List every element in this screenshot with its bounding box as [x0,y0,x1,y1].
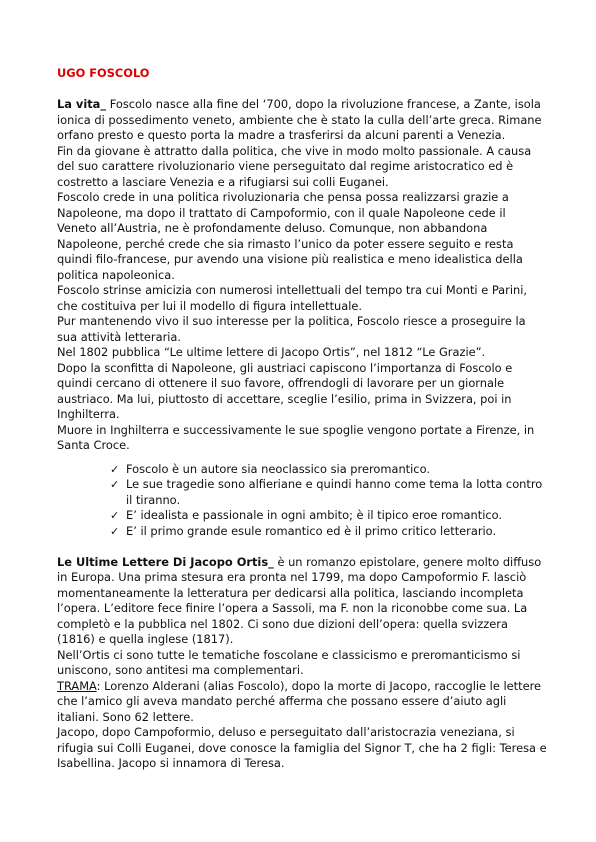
trama-paragraph [57,679,547,726]
vita-paragraph-8: Muore in Inghilterra e successivamente le sue spoglie vengono portate a Firenze, in Santa Croce. [57,422,535,452]
vita-paragraph-1 [57,97,547,144]
checklist-item: ✓ E’ il primo grande esule romantico ed è il primo critico letterario. [110,523,497,538]
ortis-heading: Le Ultime Lettere Di Jacopo Ortis_ [57,554,274,569]
vita-text-1: Foscolo nasce alla fine del ‘700, dopo la rivoluzione francese, a Zante, isola ionica di possedimento veneto, ambiente che è stato la culla dell’arte greca. Rimane orfano presto e questo porta la madre a trasferirsi da alcuni parenti a Venezia. [57,97,542,142]
vita-paragraph-6: Nel 1802 pubblica “Le ultime lettere di Jacopo Ortis”, nel 1812 “Le Grazie”. [57,345,486,359]
trama-label: TRAMA [57,678,97,693]
trama-text: : Lorenzo Alderani (alias Foscolo), dopo la morte di Jacopo, raccoglie le lettere che l’amico gli aveva mandato perché afferma che possano essere d’aiuto agli italiani. Sono 62 lettere. [57,678,542,724]
checklist-item: ✓ E’ idealista e passionale in ogni ambito; è il tipico eroe romantico. [110,508,503,522]
checklist-item: ✓ Foscolo è un autore sia neoclassico sia preromantico. [110,461,430,476]
checkmark-icon: ✓ [110,462,120,476]
vita-paragraph-7: Dopo la sconfitta di Napoleone, gli austriaci capiscono l’importanza di Foscolo e quindi cercano di ottenere il suo favore, offrendogli di lavorare per un giornale austriaco. Ma lui, piuttosto di accettare, sceglie l’esilio, prima in Svizzera, poi in Inghilterra. [57,360,513,421]
ortis-paragraph-last: Jacopo, dopo Campoformio, deluso e perseguitato dall’aristocrazia veneziana, si rifugia sui Colli Euganei, dove conosce la famiglia del Signor T, che ha 2 figli: Teresa e Isabellina. Jacopo si innamora di Teresa. [57,725,547,770]
document-title: UGO FOSCOLO [57,66,150,80]
checkmark-icon: ✓ [110,478,120,491]
vita-paragraph-2: Fin da giovane è attratto dalla politica, che vive in modo molto passionale. A causa del suo carattere rivoluzionario viene perseguitato dal regime aristocratico ed è costretto a lasciare Venezia e a rifugiarsi sui colli Euganei. [57,143,532,189]
checkmark-icon: ✓ [110,524,120,538]
summary-checklist [57,462,547,540]
ortis-paragraph-2: Nell’Ortis ci sono tutte le tematiche foscolane e classicismo e preromanticismo si uniscono, sono antitesi ma complementari. [57,647,521,677]
section-gap [57,539,547,555]
vita-paragraph-3: Foscolo crede in una politica rivoluzionaria che pensa possa realizzarsi grazie a Napoleone, ma dopo il trattato di Campoformio, con il quale Napoleone cede il Veneto all’Austria, ne è profondamente deluso. Comunque, non abbandona Napoleone, perché crede che sia rimasto l’unico da poter essere seguito e resta quindi filo-francese, pur avendo una visione più realistica e meno idealistica della politica napoleonica. [57,190,523,282]
checklist-item: ✓ Le sue tragedie sono alfieriane e quindi hanno come tema la lotta contro il tiranno. [110,477,543,507]
vita-heading: La vita_ [57,97,107,111]
ortis-paragraph-1 [57,555,547,648]
ortis-text-1: è un romanzo epistolare, genere molto diffuso in Europa. Una prima stesura era pronta nel 1799, ma dopo Campoformio F. lasciò momentaneamente la letteratura per dedicarsi alla politica, lasciando incompleta l’opera. L’editore fece finire l’opera a Sassoli, ma F. non la riconobbe come sua. La completò e la pubblica nel 1802. Ci sono due dizioni dell’opera: quella svizzera (1816) e quella inglese (1817). [57,554,542,646]
vita-paragraph-5: Pur mantenendo vivo il suo interesse per la politica, Foscolo riesce a proseguire la sua attività letteraria. [57,314,526,344]
document-page [57,66,547,772]
checkmark-icon: ✓ [110,509,120,522]
vita-paragraph-4: Foscolo strinse amicizia con numerosi intellettuali del tempo tra cui Monti e Parini, che costituiva per lui il modello di figura intellettuale. [57,283,528,313]
